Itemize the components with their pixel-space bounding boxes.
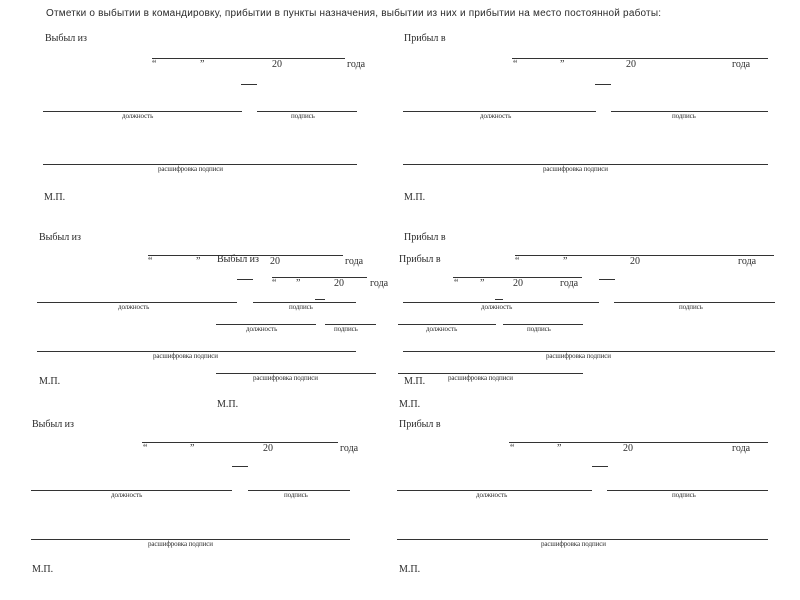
left-2-overlay-position-caption: должность — [246, 325, 278, 333]
right-2-date-line[interactable] — [599, 279, 615, 280]
left-3-date-quote-open: “ — [143, 443, 148, 454]
left-1-date-quote-close: ” — [200, 59, 205, 70]
left-2-overlay-stamp-label: М.П. — [217, 399, 239, 410]
right-2-overlay-date-quote-close: ” — [480, 278, 485, 289]
right-2-date-quote-open: “ — [515, 256, 520, 267]
right-3-place-line[interactable] — [509, 442, 768, 443]
right-2-stamp-label: М.П. — [404, 376, 426, 387]
left-2-overlay-decoding-caption: расшифровка подписи — [253, 374, 318, 382]
left-2-date-quote-close: ” — [196, 256, 201, 267]
left-3-date-year-word: года — [340, 443, 359, 454]
right-3-date-quote-close: ” — [557, 443, 562, 454]
right-3-decoding-caption: расшифровка подписи — [541, 540, 606, 548]
right-2-overlay-date-year-word: года — [560, 278, 579, 289]
right-2-date-quote-close: ” — [563, 256, 568, 267]
form-title: Отметки о выбытии в командировку, прибытии в пункты назначения, выбытии из них и прибытии на место постоянной работы: — [46, 8, 662, 19]
right-3-date-year-word: года — [732, 443, 751, 454]
left-2-heading: Выбыл из — [39, 232, 81, 243]
left-3-stamp-label: М.П. — [32, 564, 54, 575]
right-1-signature-caption: подпись — [672, 112, 696, 120]
right-1-date-quote-open: “ — [513, 59, 518, 70]
right-3-signature-caption: подпись — [672, 491, 696, 499]
left-2-overlay-date-year-prefix: 20 — [334, 278, 344, 289]
right-2-overlay-signature-caption: подпись — [527, 325, 551, 333]
right-2-overlay-decoding-caption: расшифровка подписи — [448, 374, 513, 382]
right-2-place-line[interactable] — [515, 255, 774, 256]
left-3-date-year-prefix: 20 — [263, 443, 273, 454]
right-3-date-quote-open: “ — [510, 443, 515, 454]
right-2-overlay-date-quote-open: “ — [454, 278, 459, 289]
right-3-date-line[interactable] — [592, 466, 608, 467]
left-3-date-line[interactable] — [232, 466, 248, 467]
left-2-overlay-date-quote-close: ” — [296, 278, 301, 289]
left-2-position-caption: должность — [118, 303, 150, 311]
right-2-heading: Прибыл в — [404, 232, 446, 243]
right-3-heading: Прибыл в — [399, 419, 441, 430]
left-1-signature-caption: подпись — [291, 112, 315, 120]
right-1-date-quote-close: ” — [560, 59, 565, 70]
right-2-signature-caption: подпись — [679, 303, 703, 311]
right-2-overlay-date-year-prefix: 20 — [513, 278, 523, 289]
left-2-date-quote-open: “ — [148, 256, 153, 267]
left-1-heading: Выбыл из — [45, 33, 87, 44]
left-3-position-caption: должность — [111, 491, 143, 499]
left-2-stamp-label: М.П. — [39, 376, 61, 387]
left-2-decoding-caption: расшифровка подписи — [153, 352, 218, 360]
right-2-date-year-word: года — [738, 256, 757, 267]
left-2-date-year-word: года — [345, 256, 364, 267]
right-3-stamp-label: М.П. — [399, 564, 421, 575]
right-2-position-caption: должность — [481, 303, 513, 311]
left-2-overlay-signature-caption: подпись — [334, 325, 358, 333]
right-1-date-line[interactable] — [595, 84, 611, 85]
left-2-signature-caption: подпись — [289, 303, 313, 311]
left-3-date-quote-close: ” — [190, 443, 195, 454]
left-1-position-caption: должность — [122, 112, 154, 120]
left-1-date-line[interactable] — [241, 84, 257, 85]
right-3-position-caption: должность — [476, 491, 508, 499]
left-3-signature-caption: подпись — [284, 491, 308, 499]
right-1-place-line[interactable] — [512, 58, 768, 59]
right-1-position-caption: должность — [480, 112, 512, 120]
left-2-overlay-place-line[interactable] — [272, 277, 367, 278]
right-1-heading: Прибыл в — [404, 33, 446, 44]
left-2-overlay-date-year-word: года — [370, 278, 389, 289]
left-1-date-year-word: года — [347, 59, 366, 70]
left-1-date-year-prefix: 20 — [272, 59, 282, 70]
right-2-overlay-stamp-label: М.П. — [399, 399, 421, 410]
right-1-stamp-label: М.П. — [404, 192, 426, 203]
left-2-overlay-date-line[interactable] — [315, 299, 325, 300]
left-3-heading: Выбыл из — [32, 419, 74, 430]
left-2-date-year-prefix: 20 — [270, 256, 280, 267]
left-2-date-line[interactable] — [237, 279, 253, 280]
right-2-overlay-position-caption: должность — [426, 325, 458, 333]
left-2-overlay-date-quote-open: “ — [272, 278, 277, 289]
left-3-decoding-caption: расшифровка подписи — [148, 540, 213, 548]
left-2-overlay-heading: Выбыл из — [217, 254, 259, 265]
right-2-overlay-date-line[interactable] — [495, 299, 503, 300]
right-2-decoding-caption: расшифровка подписи — [546, 352, 611, 360]
right-2-date-year-prefix: 20 — [630, 256, 640, 267]
left-1-decoding-caption: расшифровка подписи — [158, 165, 223, 173]
right-1-date-year-word: года — [732, 59, 751, 70]
right-1-decoding-caption: расшифровка подписи — [543, 165, 608, 173]
right-2-overlay-heading: Прибыл в — [399, 254, 441, 265]
right-1-date-year-prefix: 20 — [626, 59, 636, 70]
left-1-place-line[interactable] — [152, 58, 345, 59]
left-3-place-line[interactable] — [142, 442, 338, 443]
left-1-date-quote-open: “ — [152, 59, 157, 70]
right-3-date-year-prefix: 20 — [623, 443, 633, 454]
left-1-stamp-label: М.П. — [44, 192, 66, 203]
